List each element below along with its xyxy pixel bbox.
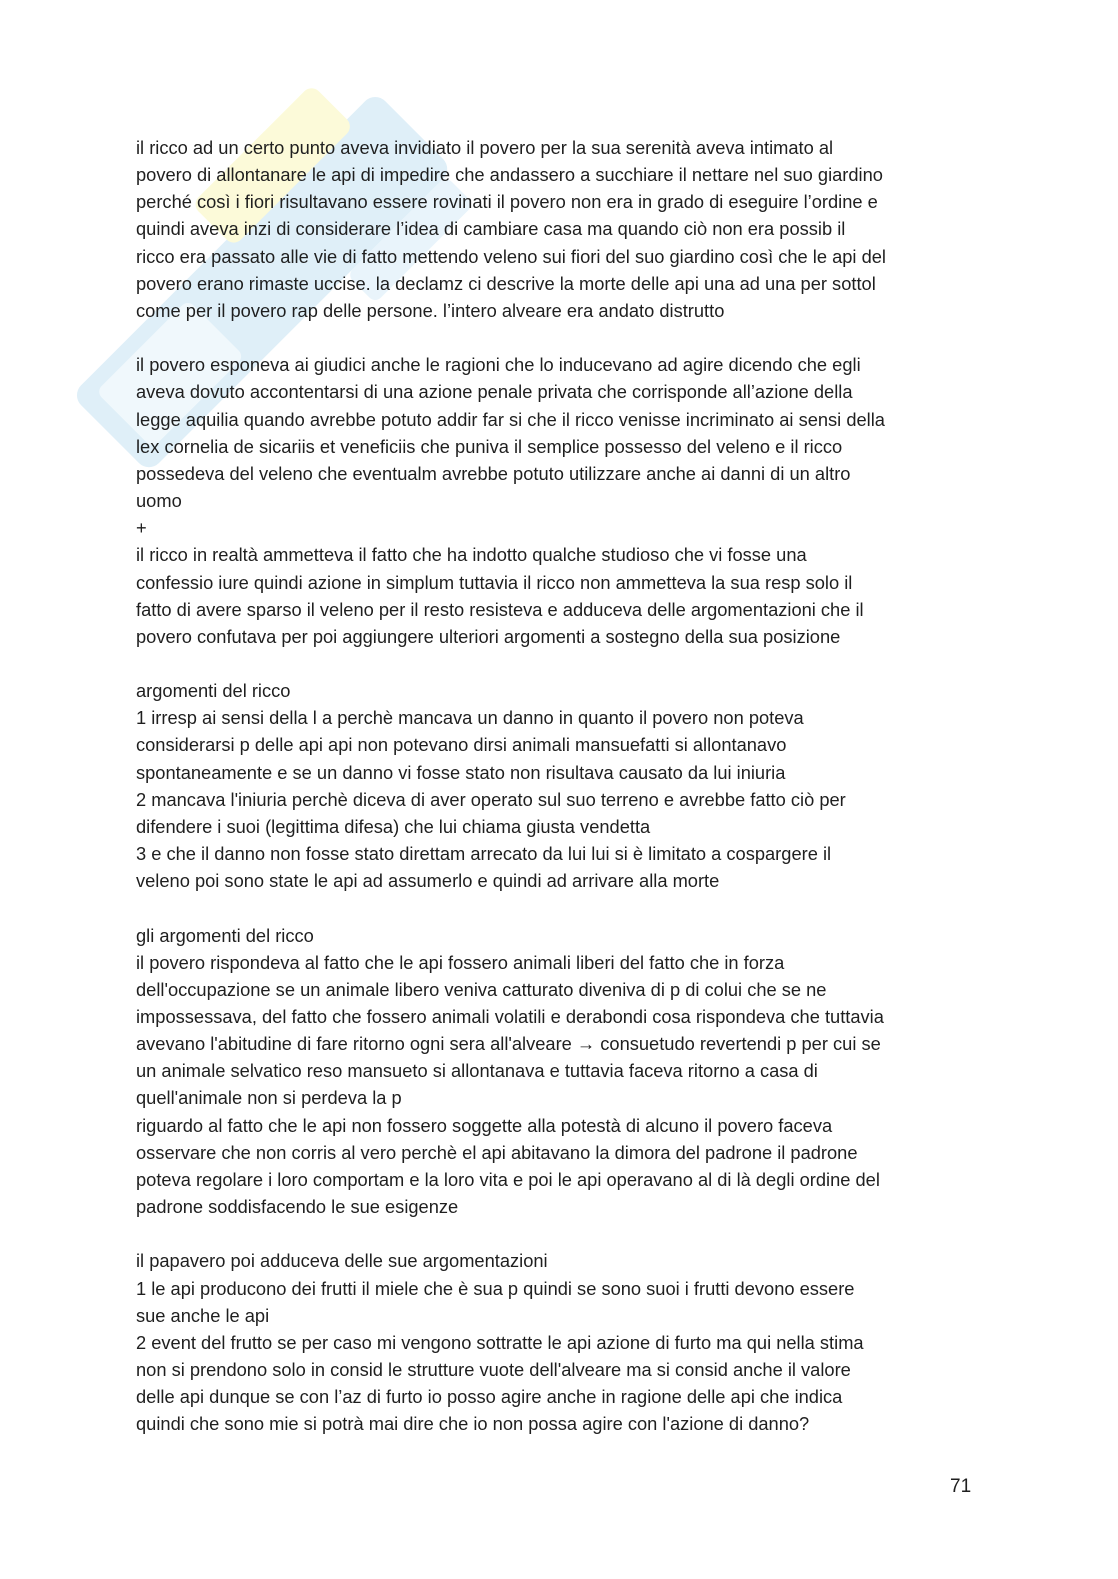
blank-line [136,650,996,677]
text-line: considerarsi p delle api api non potevano dirsi animali mansuefatti si allontanavo [136,734,787,756]
text-line: veleno poi sono state le api ad assumerlo e quindi ad arrivare alla morte [136,870,720,892]
text-line: 1 irresp ai sensi della l a perchè mancava un danno in quanto il povero non poteva [136,707,804,729]
text-line: povero erano rimaste uccise. la declamz ci descrive la morte delle api una ad una per sottol [136,272,876,294]
text-line: 2 mancava l'iniuria perchè diceva di aver operato sul suo terreno e avrebbe fatto ciò per [136,788,846,810]
text-line: povero di allontanare le api di impedire che andassero a succhiare il nettare nel suo giardino [136,164,883,186]
text-line: povero confutava per poi aggiungere ulteriori argomenti a sostegno della sua posizione [136,625,841,647]
text-line: ricco era passato alle vie di fatto mettendo veleno sui fiori del suo giardino così che le api del [136,245,886,267]
text-line: argomenti del ricco [136,680,291,702]
text-line: + [136,517,147,539]
text-line: possedeva del veleno che eventualm avrebbe potuto utilizzare anche ai danni di un altro [136,462,851,484]
text-line: il papavero poi adduceva delle sue argomentazioni [136,1250,548,1272]
text-line: il povero esponeva ai giudici anche le ragioni che lo inducevano ad agire dicendo che egli [136,354,861,376]
text-line: padrone soddisfacendo le sue esigenze [136,1196,459,1218]
text-line: 3 e che il danno non fosse stato direttam arrecato da lui lui si è limitato a cospargere il [136,843,832,865]
blank-line [136,894,996,921]
page-number: 71 [950,1476,972,1497]
text-line: quell'animale non si perdeva la p [136,1087,402,1109]
text-line: delle api dunque se con l’az di furto io posso agire anche in ragione delle api che indica [136,1386,843,1408]
text-line: il ricco in realtà ammetteva il fatto che ha indotto qualche studioso che vi fosse una [136,544,807,566]
text-line: come per il povero rap delle persone. l’intero alveare era andato distrutto [136,299,725,321]
text-line: 2 event del frutto se per caso mi vengono sottratte le api azione di furto ma qui nella stima [136,1331,864,1353]
text-line: un animale selvatico reso mansueto si allontanava e tuttavia faceva ritorno a casa di [136,1060,818,1082]
text-line: poteva regolare i loro comportam e la loro vita e poi le api operavano al di là degli ordine del [136,1168,880,1190]
text-line: fatto di avere sparso il veleno per il resto resisteva e adduceva delle argomentazioni che il [136,598,864,620]
text-line: non si prendono solo in consid le strutture vuote dell'alveare ma si consid anche il valore [136,1359,851,1381]
text-line: il ricco ad un certo punto aveva invidiato il povero per la sua serenità aveva intimato al [136,137,834,158]
text-line: avevano l'abitudine di fare ritorno ogni sera all'alveare → consuetudo revertendi p per cui se [136,1033,881,1055]
text-line: osservare che non corris al vero perchè el api abitavano la dimora del padrone il padrone [136,1141,858,1163]
text-line: confessio iure quindi azione in simplum tuttavia il ricco non ammetteva la sua resp solo il [136,571,853,593]
text-line: legge aquilia quando avrebbe potuto addir far si che il ricco venisse incriminato ai sensi della [136,408,885,430]
text-line: uomo [136,490,182,512]
document-body [136,134,996,1438]
text-line: sue anche le api [136,1304,270,1326]
text-line: quindi aveva inzi di considerare l’idea di cambiare casa ma quando ciò non era possib il [136,218,846,240]
text-line: difendere i suoi (legittima difesa) che lui chiama giusta vendetta [136,815,651,837]
text-line: aveva dovuto accontentarsi di una azione penale privata che corrisponde all’azione della [136,381,853,403]
text-line: spontaneamente e se un danno vi fosse stato non risultava causato da lui iniuria [136,761,786,783]
text-line: 1 le api producono dei frutti il miele che è sua p quindi se sono suoi i frutti devono essere [136,1277,855,1299]
text-line: riguardo al fatto che le api non fossero soggette alla potestà di alcuno il povero faceva [136,1114,833,1136]
blank-line [136,1220,996,1247]
blank-line [136,324,996,351]
text-line: lex cornelia de sicariis et veneficiis che puniva il semplice possesso del veleno e il ricco [136,435,843,457]
text-line: gli argomenti del ricco [136,924,314,946]
text-line: impossessava, del fatto che fossero animali volatili e derabondi cosa rispondeva che tuttavia [136,1006,884,1027]
text-line: il povero rispondeva al fatto che le api fossero animali liberi del fatto che in forza [136,951,785,973]
text-line: dell'occupazione se un animale libero veniva catturato diveniva di p di colui che se ne [136,978,827,1000]
text-line: quindi che sono mie si potrà mai dire che io non possa agire con l'azione di danno? [136,1413,810,1435]
text-line: perché così i fiori risultavano essere rovinati il povero non era in grado di eseguire l’ordine e [136,191,878,213]
